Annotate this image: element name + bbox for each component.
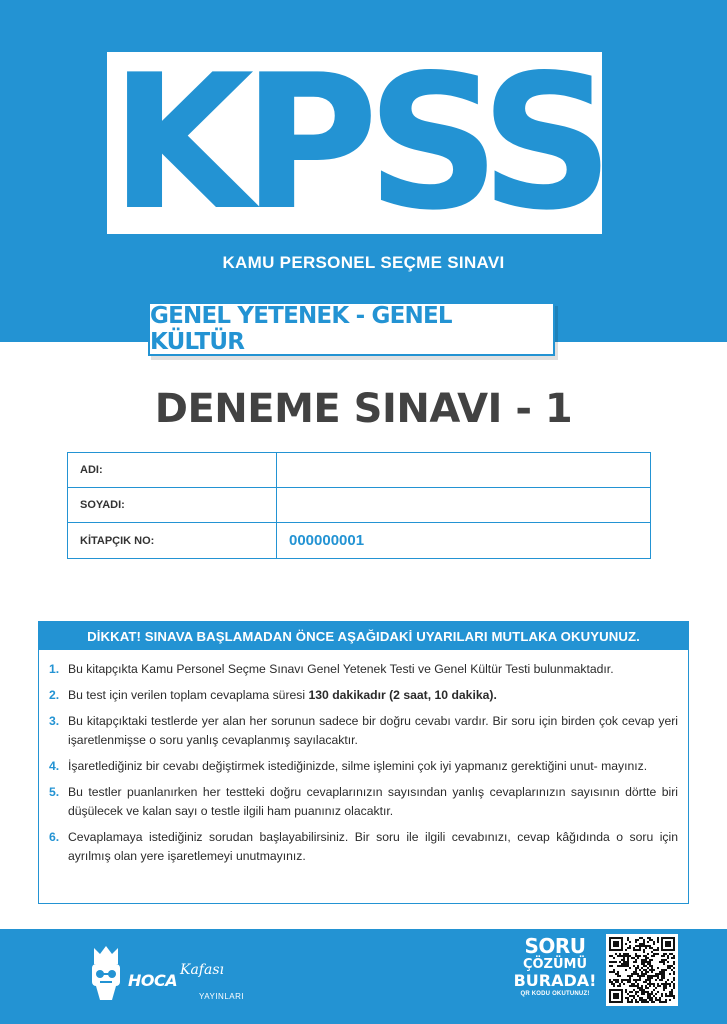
info-label-booklet: KİTAPÇIK NO: (68, 523, 277, 558)
warning-item (49, 686, 678, 705)
warning-number: 5. (49, 785, 60, 799)
publisher-logo (84, 944, 254, 1008)
publisher-name: HOCA (128, 971, 178, 990)
warning-text: İşaretlediğiniz bir cevabı değiştirmek istediğinizde, silme işlemini çok iyi yapmanız gerektiğini unut- mayınız. (68, 759, 648, 773)
warning-number: 1. (49, 662, 60, 676)
warning-text: Bu kitapçıkta Kamu Personel Seçme Sınavı Genel Yetenek Testi ve Genel Kültür Testi bulunmaktadır. (68, 662, 614, 676)
subject-title: GENEL YETENEK - GENEL KÜLTÜR (150, 303, 452, 355)
warning-text: Cevaplamaya istediğiniz sorudan başlayabilirsiniz. Bir soru ile ilgili cevabınızı, cevap kâğıdında o soru için ayrılmış olan yere işaretlemeyi unutmayınız. (68, 830, 678, 863)
info-value-surname[interactable] (277, 488, 650, 522)
cta-line-4: QR KODU OKUTUNUZ! (520, 991, 590, 997)
warning-item (49, 660, 678, 679)
warning-number: 2. (49, 688, 60, 702)
warning-text-wrap (68, 686, 678, 705)
warning-list (39, 650, 688, 866)
warning-text: Bu kitapçıktaki testlerde yer alan her sorunun sadece bir doğru cevabı vardır. Bir soru için birden çok cevap yeri işaretlenmişse o soru yanlış cevaplanmış sayılacaktır. (68, 714, 678, 747)
cta-line-2: ÇÖZÜMÜ (522, 957, 588, 972)
warning-item (49, 712, 678, 750)
exam-title: DENEME SINAVI - 1 (154, 386, 573, 432)
kpss-logo-text: KPSS (109, 52, 602, 234)
warning-title: DİKKAT! SINAVA BAŞLAMADAN ÖNCE AŞAĞIDAKİ UYARILARI MUTLAKA OKUYUNUZ. (39, 622, 688, 650)
warning-text: Bu test için verilen toplam cevaplama süresi (68, 688, 309, 702)
exam-subtitle: KAMU PERSONEL SEÇME SINAVI (222, 253, 505, 272)
warning-item (49, 757, 678, 776)
cta-line-1: SORU (524, 934, 586, 958)
qr-code[interactable] (606, 934, 678, 1006)
subject-box (148, 302, 555, 356)
warning-item (49, 783, 678, 821)
info-value-name[interactable] (277, 453, 650, 487)
info-row-surname (68, 488, 650, 523)
warning-box (38, 621, 689, 904)
qr-code-icon (609, 937, 675, 1003)
top-band (0, 0, 727, 342)
warning-item (49, 828, 678, 866)
warning-number: 3. (49, 714, 60, 728)
cta-line-3: BURADA! (513, 971, 597, 990)
solution-cta (505, 935, 605, 1009)
info-label-surname: SOYADI: (68, 488, 277, 522)
info-value-booklet: 000000001 (289, 532, 365, 549)
info-row-name (68, 453, 650, 488)
warning-text-bold: 130 dakikadır (2 saat, 10 dakika). (308, 688, 497, 702)
kpss-logo (107, 52, 602, 234)
mascot-icon (86, 944, 126, 1002)
warning-text: Bu testler puanlanırken her testteki doğru cevaplarınızın sayısından yanlış cevaplarınızın sayısının dörtte biri düşülecek ve kalan sayı o testle ilgili ham puanınız olacaktır. (68, 785, 678, 818)
info-row-booklet (68, 523, 650, 558)
info-label-name: ADI: (68, 453, 277, 487)
publisher-script: Kafası (180, 962, 224, 978)
warning-number: 6. (49, 830, 60, 844)
publisher-sub: YAYINLARI (199, 992, 245, 1001)
info-table (67, 452, 651, 559)
warning-number: 4. (49, 759, 60, 773)
